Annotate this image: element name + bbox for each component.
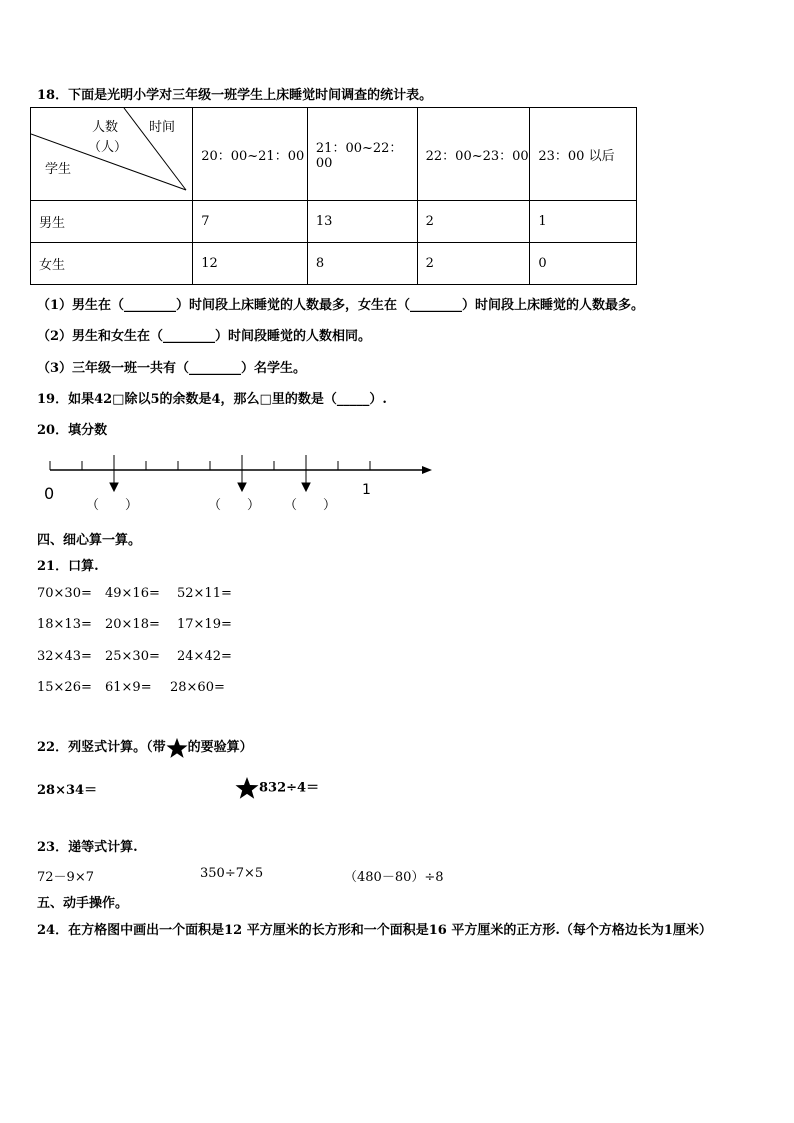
calc-item: 49×16= — [105, 586, 160, 601]
corner-label-student: 学生 — [45, 162, 72, 177]
number-line — [40, 455, 440, 495]
calc-item: 32×43= — [37, 649, 92, 664]
q19-text: 19．如果42□除以5的余数是4，那么□里的数是（_____）. — [37, 392, 387, 407]
q18-sub1: （1）男生在（________）时间段上床睡觉的人数最多，女生在（________）时间段上床睡觉的人数最多。 — [37, 298, 645, 313]
calc-item: 70×30= — [37, 586, 92, 601]
calc-item: 52×11= — [177, 586, 232, 601]
number-line-pointers — [110, 455, 310, 491]
q18-sub2: （2）男生和女生在（________）时间段睡觉的人数相同。 — [37, 329, 372, 344]
q24-text: 24．在方格图中画出一个面积是12 平方厘米的长方形和一个面积是16 平方厘米的正方形.（每个方格边长为1厘米） — [37, 923, 712, 938]
table-col-header: 22：00~23：00 — [417, 108, 530, 201]
q23-title: 23．递等式计算. — [37, 840, 138, 855]
q18-title: 18．下面是光明小学对三年级一班学生上床睡觉时间调查的统计表。 — [37, 88, 433, 103]
q22-title-prefix: 22．列竖式计算。（带 — [37, 740, 166, 755]
number-line-ticks — [50, 461, 370, 470]
q23-item-3: （480－80）÷8 — [344, 870, 444, 885]
calc-item: 17×19= — [177, 617, 232, 632]
q23-item-2: 350÷7×5 — [200, 866, 264, 881]
q22-title — [37, 736, 253, 759]
q22-item-1: 28×34＝ — [37, 783, 98, 798]
calc-item: 25×30= — [105, 649, 160, 664]
table-col-header: 23：00 以后 — [530, 108, 637, 201]
calc-item: 61×9= — [105, 680, 152, 695]
fraction-blank-1: （ ） — [86, 498, 139, 513]
fraction-blank-3: （ ） — [284, 498, 337, 513]
corner-label-people: 人数 — [92, 120, 119, 135]
calc-item: 20×18= — [105, 617, 160, 632]
section5-title: 五、动手操作。 — [37, 896, 129, 911]
corner-label-time: 时间 — [149, 120, 176, 135]
table-cell: 12 — [193, 243, 308, 285]
q23-item-1: 72－9×7 — [37, 870, 94, 885]
table-cell: 2 — [417, 201, 530, 243]
q22-item-2-text: 832÷4＝ — [259, 780, 320, 796]
star-icon — [166, 737, 188, 759]
fraction-blank-2: （ ） — [208, 498, 261, 513]
table-row — [31, 243, 637, 285]
table-cell: 13 — [307, 201, 417, 243]
calc-item: 24×42= — [177, 649, 232, 664]
q22-item-2 — [235, 776, 319, 800]
table-col-header: 20：00~21：00 — [193, 108, 308, 201]
table-cell: 2 — [417, 243, 530, 285]
section4-title: 四、细心算一算。 — [37, 533, 142, 548]
q18-sub3: （3）三年级一班一共有（________）名学生。 — [37, 361, 307, 376]
table-header-row — [31, 108, 637, 201]
calc-item: 18×13= — [37, 617, 92, 632]
q21-title: 21．口算. — [37, 559, 99, 574]
table-cell: 1 — [530, 201, 637, 243]
number-line-arrow — [422, 466, 432, 474]
table-col-header: 21：00~22：00 — [307, 108, 417, 201]
calc-item: 28×60= — [170, 680, 225, 695]
number-line-one: 1 — [362, 482, 371, 498]
row-label-boys: 男生 — [31, 201, 193, 243]
table-cell: 7 — [193, 201, 308, 243]
table-cell: 0 — [530, 243, 637, 285]
row-label-girls: 女生 — [31, 243, 193, 285]
q22-title-suffix: 的要验算） — [187, 740, 253, 755]
table-cell: 8 — [307, 243, 417, 285]
corner-label-people-unit: （人） — [88, 140, 128, 155]
table-row — [31, 201, 637, 243]
q20-title: 20．填分数 — [37, 423, 108, 438]
table-corner-cell — [31, 108, 193, 201]
number-line-zero: 0 — [44, 484, 55, 503]
calc-item: 15×26= — [37, 680, 92, 695]
star-icon — [235, 776, 259, 800]
sleep-survey-table — [30, 107, 637, 285]
